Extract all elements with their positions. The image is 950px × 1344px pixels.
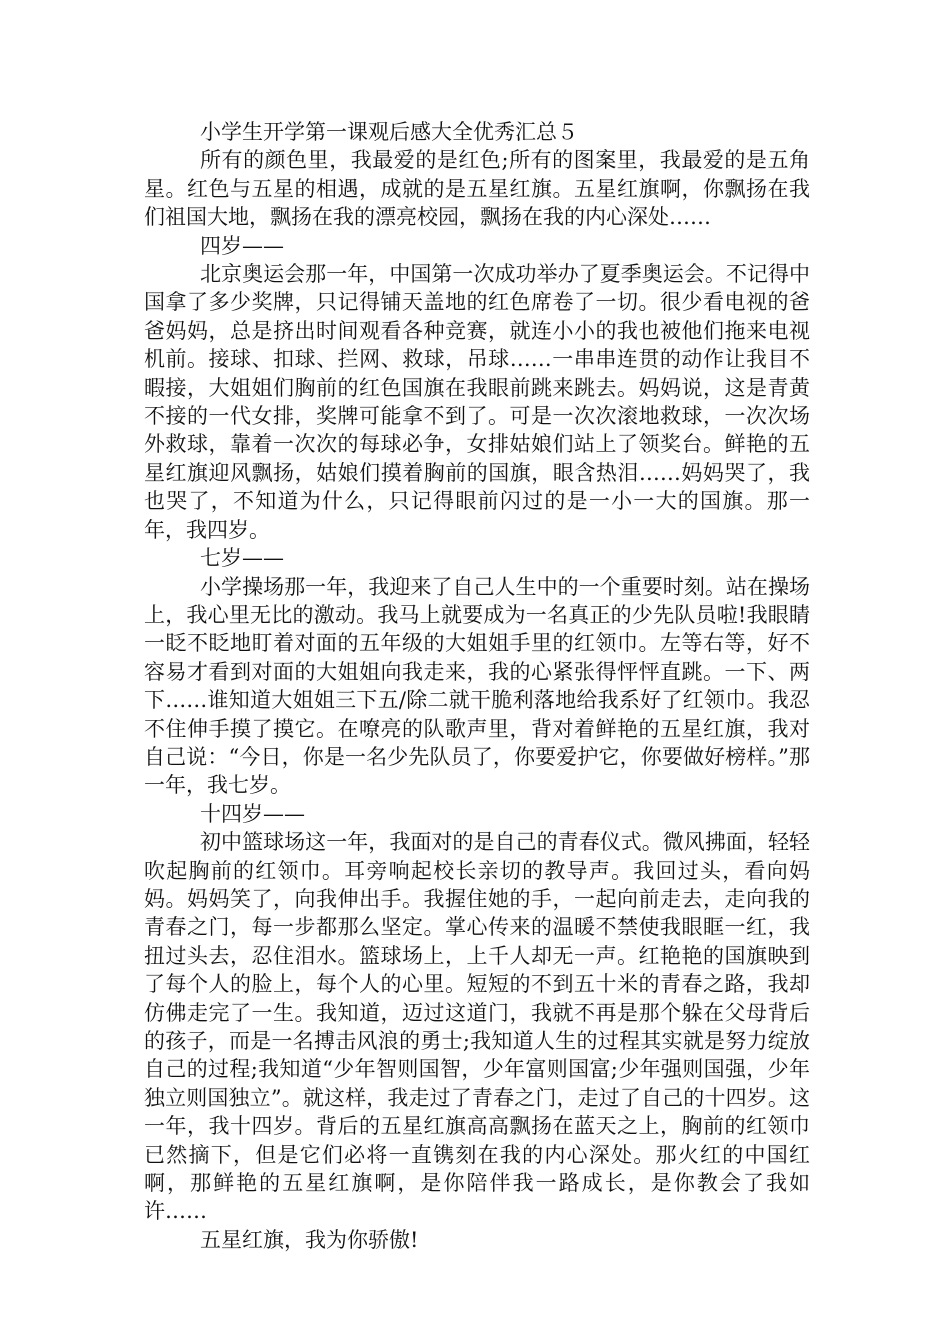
section-heading-age-fourteen: 十四岁—— <box>200 801 305 826</box>
section-heading-age-seven: 七岁—— <box>200 546 284 571</box>
paragraph-age-four: 北京奥运会那一年，中国第一次成功举办了夏季奥运会。不记得中国拿了多少奖牌，只记得铺天盖地的红色席卷了一切。很少看电视的爸爸妈妈，总是挤出时间观看各种竞赛，就连小小的我也被他们拖来电视机前。接球、扣球、拦网、救球，吊球……一串串连贯的动作让我目不暇接，大姐姐们胸前的红色国旗在我眼前跳来跳去。妈妈说，这是青黄不接的一代女排，奖牌可能拿不到了。可是一次次滚地救球，一次次场外救球，靠着一次次的每球必争，女排姑娘们站上了领奖台。鲜艳的五星红旗迎风飘扬，姑娘们摸着胸前的国旗，眼含热泪……妈妈哭了，我也哭了，不知道为什么，只记得眼前闪过的是一小一大的国旗。那一年，我四岁。 <box>144 262 810 542</box>
paragraph-age-seven: 小学操场那一年，我迎来了自己人生中的一个重要时刻。站在操场上，我心里无比的激动。我马上就要成为一名真正的少先队员啦!我眼睛一眨不眨地盯着对面的五年级的大姐姐手里的红领巾。左等右等，好不容易才看到对面的大姐姐向我走来，我的心紧张得怦怦直跳。一下、两下……谁知道大姐姐三下五/除二就干脆利落地给我系好了红领巾。我忍不住伸手摸了摸它。在嘹亮的队歌声里，背对着鲜艳的五星红旗，我对自己说：“今日，你是一名少先队员了，你要爱护它，你要做好榜样。”那一年，我七岁。 <box>144 574 810 798</box>
paragraph-intro: 所有的颜色里，我最爱的是红色;所有的图案里，我最爱的是五角星。红色与五星的相遇，成就的是五星红旗。五星红旗啊，你飘扬在我们祖国大地，飘扬在我的漂亮校园，飘扬在我的内心深处…… <box>144 148 810 230</box>
document-body <box>144 118 810 1254</box>
paragraph-closing: 五星红旗，我为你骄傲! <box>200 1227 419 1252</box>
document-title: 小学生开学第一课观后感大全优秀汇总５ <box>200 120 578 144</box>
paragraph-age-fourteen: 初中篮球场这一年，我面对的是自己的青春仪式。微风拂面，轻轻吹起胸前的红领巾。耳旁响起校长亲切的教导声。我回过头，看向妈妈。妈妈笑了，向我伸出手。我握住她的手，一起向前走去，走向我的青春之门，每一步都那么坚定。掌心传来的温暖不禁使我眼眶一红，我扭过头去，忍住泪水。篮球场上，上千人却无一声。红艳艳的国旗映到了每个人的脸上，每个人的心里。短短的不到五十米的青春之路，我却仿佛走完了一生。我知道，迈过这道门，我就不再是那个躲在父母背后的孩子，而是一名搏击风浪的勇士;我知道人生的过程其实就是努力绽放自己的过程;我知道“少年智则国智，少年富则国富;少年强则国强，少年独立则国独立”。就这样，我走过了青春之门，走过了自己的十四岁。这一年，我十四岁。背后的五星红旗高高飘扬在蓝天之上，胸前的红领巾已然摘下，但是它们必将一直镌刻在我的内心深处。那火红的中国红啊，那鲜艳的五星红旗啊，是你陪伴我一路成长，是你教会了我如许…… <box>144 830 810 1224</box>
section-heading-age-four: 四岁—— <box>200 233 284 258</box>
